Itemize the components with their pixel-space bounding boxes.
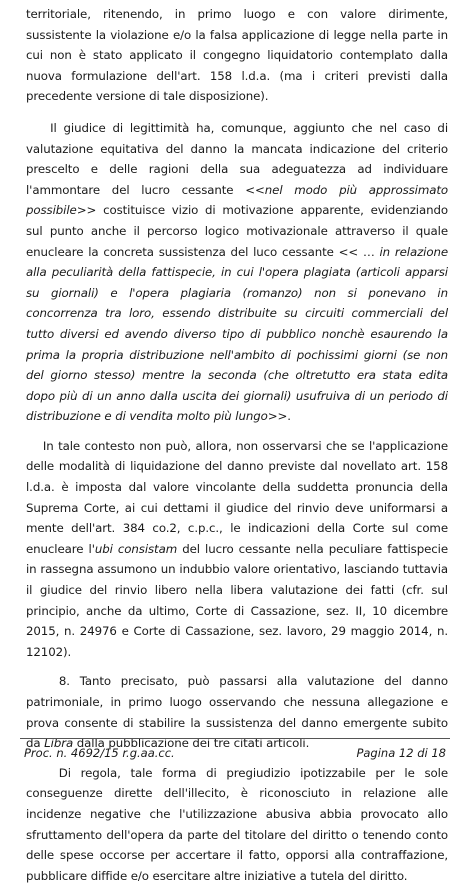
case-number: Proc. n. 4692/15 r.g.aa.cc.	[24, 746, 175, 760]
paragraph-1: territoriale, ritenendo, in primo luogo e con valore dirimente, sussistente la violazione e/o la falsa applicazione di legge nella parte in cui non è stato applicato il congegno liquidatorio contemplato dalla nuova formulazione dell'art. 158 l.d.a. (ma i criteri previsti dalla precedente versione di tale disposizione).	[26, 7, 448, 104]
quoted-phrase: nel modo più approssimato possibile	[26, 182, 448, 218]
paragraph-3: In tale contesto non può, allora, non osservarsi che se l'applicazione delle modalità di liquidazione del danno previste dal novellato art. 158 l.d.a. è imposta dal valore vincolante della suddetta pronuncia della Suprema Corte, ai cui dettami il giudice del rinvio deve uniformarsi a mente dell'art. 384 co.2, c.p.c., le indicazioni della Corte sul come enucleare l'ubi consistam del lucro cessante nella peculiare fattispecie in rassegna assumono un indubbio valore orientativo, lasciando tuttavia il giudice del rinvio libero nella libera valutazione dei fatti (cfr. sul principio, anche da ultimo, Corte di Cassazione, sez. II, 10 dicembre 2015, n. 24976 e Corte di Cassazione, sez. lavoro, 29 maggio 2014, n. 12102).	[26, 438, 448, 659]
quoted-passage: in relazione alla peculiarità della fattispecie, in cui l'opera plagiata (articoli apparsi su giornali) e l'opera plagiaria (romanzo) non si ponevano in concorrenza tra loro, essendo distribuite su circuiti commerciali del tutto diversi ed avendo diverso tipo di pubblico nonchè esaurendo la prima la propria distribuzione nell'ambito di pochissimi giorni (se non del giorno stesso) mentre la seconda (che oltretutto era stata edita dopo più di un anno dalla uscita dei giornali) usufruiva di un periodo di distribuzione e di vendita molto più lungo	[26, 244, 449, 424]
document-body	[26, 4, 448, 895]
footer-divider	[20, 738, 450, 739]
paragraph-4: 8. Tanto precisato, può passarsi alla valutazione del danno patrimoniale, in primo luogo osservando che nessuna allegazione e prova consente di stabilire la sussistenza del danno emergente subito da Libra dalla pubblicazione dei tre citati articoli.	[26, 674, 448, 751]
latin-phrase: ubi consistam	[94, 541, 178, 556]
paragraph-2: Il giudice di legittimità ha, comunque, aggiunto che nel caso di valutazione equitativa del danno la mancata indicazione del criterio prescelto e delle ragioni della sua adeguatezza ad individuare l'ammontare del lucro cessante <<nel modo più approssimato possibile>> costituisce vizio di motivazione apparente, evidenziando sul punto anche il percorso logico motivazionale attraverso il quale enucleare la concreta sussistenza del luco cessante << … in relazione alla peculiarità della fattispecie, in cui l'opera plagiata (articoli apparsi su giornali) e l'opera plagiaria (romanzo) non si ponevano in concorrenza tra loro, essendo distribuite su circuiti commerciali del tutto diversi ed avendo diverso tipo di pubblico nonchè esaurendo la prima la propria distribuzione nell'ambito di pochissimi giorni (se non del giorno stesso) mentre la seconda (che oltretutto era stata edita dopo più di un anno dalla uscita dei giornali) usufruiva di un periodo di distribuzione e di vendita molto più lungo>>.	[26, 120, 449, 424]
party-name: Libra	[44, 736, 74, 751]
paragraph-5: Di regola, tale forma di pregiudizio ipotizzabile per le sole conseguenze dirette dell'illecito, è riconosciuto in relazione alle incidenze negative che l'utilizzazione abusiva abbia provocato allo sfruttamento dell'opera da parte del titolare del diritto o tenendo conto delle spese occorse per accertare il fatto, opporsi alla contraffazione, pubblicare diffide e/o esercitare altre iniziative a tutela del diritto.	[26, 765, 448, 883]
page-number: Pagina 12 di 18	[356, 746, 446, 760]
